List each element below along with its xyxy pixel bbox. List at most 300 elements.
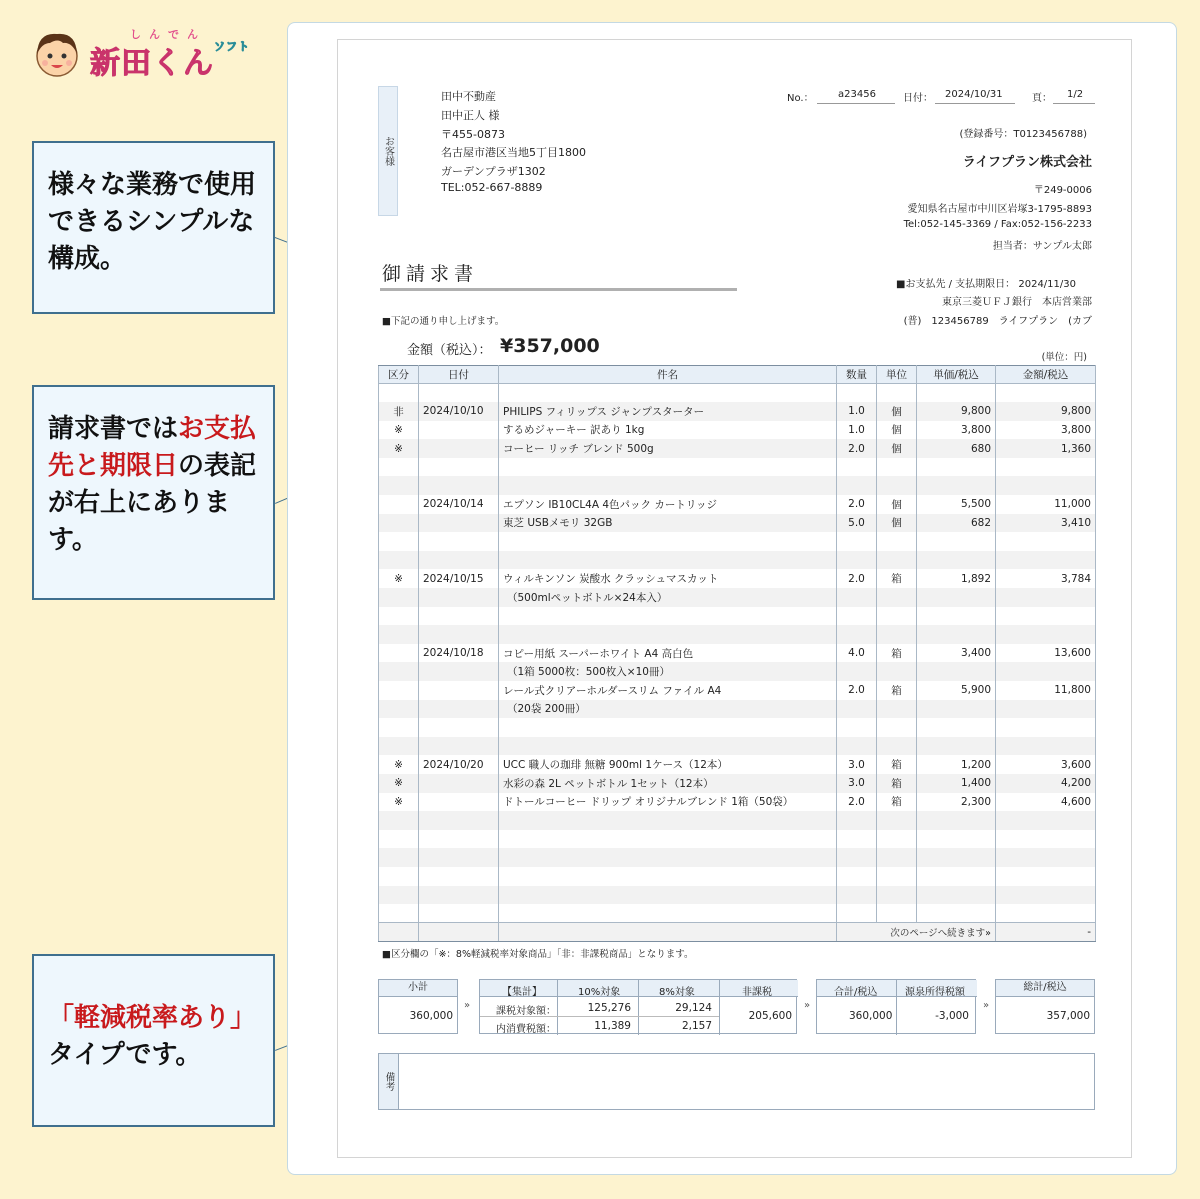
- table-cell: [917, 830, 996, 849]
- grand-total-value: 357,000: [1046, 1010, 1090, 1022]
- table-cell: （1箱 5000枚：500枚入×10冊）: [499, 662, 837, 681]
- table-cell: するめジャーキー 訳あり 1kg: [499, 421, 837, 440]
- table-cell: [419, 904, 499, 923]
- table-cell: 2.0: [837, 793, 877, 812]
- table-cell: [499, 886, 837, 905]
- arrow-2: »: [804, 1000, 811, 1011]
- table-cell: 682: [917, 514, 996, 533]
- table-row: [379, 681, 1096, 700]
- table-cell: [379, 588, 419, 607]
- table-cell: [837, 811, 877, 830]
- table-cell: [379, 495, 419, 514]
- table-cell: 3,600: [996, 755, 1096, 774]
- boy-face-icon: [30, 26, 84, 80]
- table-cell: 3,800: [917, 421, 996, 440]
- column-header: 金額/税込: [996, 366, 1096, 384]
- customer-zip: 〒455-0873: [441, 128, 505, 141]
- table-cell: [917, 625, 996, 644]
- table-cell: [917, 811, 996, 830]
- amount-value: ¥357,000: [500, 335, 600, 357]
- table-cell: [419, 458, 499, 477]
- table-row: [379, 402, 1096, 421]
- callout-text: 様々な業務で使用できるシンプルな構成。: [48, 170, 257, 274]
- table-cell: [419, 848, 499, 867]
- table-cell: 1.0: [837, 402, 877, 421]
- inner-tax-10: 11,389: [594, 1020, 631, 1032]
- col-10-label: 10%対象: [578, 987, 621, 998]
- table-cell: 2024/10/18: [419, 644, 499, 663]
- table-cell: 4.0: [837, 644, 877, 663]
- table-row: [379, 476, 1096, 495]
- callout-text: 請求書では: [48, 414, 179, 444]
- table-cell: [379, 662, 419, 681]
- column-header: 単価/税込: [917, 366, 996, 384]
- customer-address: 名古屋市港区当地5丁目1800: [441, 146, 586, 159]
- continue-value: -: [996, 923, 1096, 942]
- table-cell: [877, 662, 917, 681]
- table-cell: [996, 662, 1096, 681]
- items-table: [378, 365, 1096, 942]
- table-cell: 2.0: [837, 569, 877, 588]
- table-cell: [917, 718, 996, 737]
- table-cell: [837, 607, 877, 626]
- table-cell: [499, 811, 837, 830]
- invoice-page-underline: [1053, 103, 1095, 104]
- table-cell: 2.0: [837, 439, 877, 458]
- table-cell: [419, 588, 499, 607]
- invoice-date-label: 日付：: [903, 93, 933, 104]
- callout-simple-layout: [32, 141, 275, 314]
- table-cell: [379, 551, 419, 570]
- calc-label: 【集計】: [502, 987, 542, 998]
- table-row: [379, 811, 1096, 830]
- table-cell: [996, 588, 1096, 607]
- table-cell: [917, 458, 996, 477]
- table-cell: [379, 532, 419, 551]
- issuer-tel-fax: Tel:052-145-3369 / Fax:052-156-2233: [903, 219, 1092, 230]
- callout-text: 「軽減税率あり」: [48, 1003, 257, 1033]
- table-cell: [877, 867, 917, 886]
- arrow-1: »: [464, 1000, 471, 1011]
- table-cell: ※: [379, 569, 419, 588]
- table-cell: [379, 867, 419, 886]
- table-cell: [379, 848, 419, 867]
- table-cell: [499, 867, 837, 886]
- table-cell: 箱: [877, 644, 917, 663]
- table-cell: [917, 384, 996, 403]
- table-cell: [379, 514, 419, 533]
- table-cell: [996, 476, 1096, 495]
- table-cell: [837, 886, 877, 905]
- table-cell: [877, 607, 917, 626]
- inner-tax-label: 内消費税額：: [496, 1024, 556, 1035]
- table-cell: ドトールコーヒー ドリップ オリジナルブレンド 1箱（50袋）: [499, 793, 837, 812]
- table-cell: [996, 700, 1096, 719]
- table-cell: [877, 551, 917, 570]
- logo-kana: しんでん: [130, 28, 206, 41]
- table-cell: （500mlペットボトル×24本入）: [499, 588, 837, 607]
- table-cell: [499, 384, 837, 403]
- table-cell: 9,800: [996, 402, 1096, 421]
- table-cell: [996, 625, 1096, 644]
- table-cell: [996, 607, 1096, 626]
- table-cell: ※: [379, 774, 419, 793]
- table-cell: 5.0: [837, 514, 877, 533]
- table-cell: [419, 867, 499, 886]
- table-cell: 1,400: [917, 774, 996, 793]
- subtotal-box: [378, 979, 458, 1034]
- table-cell: 水彩の森 2L ペットボトル 1セット（12本）: [499, 774, 837, 793]
- table-cell: [996, 551, 1096, 570]
- column-header: 数量: [837, 366, 877, 384]
- table-cell: [379, 384, 419, 403]
- table-row: [379, 495, 1096, 514]
- table-row: [379, 662, 1096, 681]
- nontax-label: 非課税: [742, 987, 772, 998]
- invoice-date-underline: [935, 103, 1015, 104]
- table-cell: [837, 718, 877, 737]
- withhold-value: -3,000: [935, 1010, 969, 1022]
- table-row: [379, 718, 1096, 737]
- table-cell: [379, 625, 419, 644]
- table-cell: [419, 774, 499, 793]
- table-cell: [917, 737, 996, 756]
- table-cell: 3,400: [917, 644, 996, 663]
- table-cell: （20袋 200冊）: [499, 700, 837, 719]
- table-cell: [877, 458, 917, 477]
- table-row: [379, 737, 1096, 756]
- table-cell: [837, 848, 877, 867]
- table-cell: 2024/10/20: [419, 755, 499, 774]
- table-cell: 個: [877, 514, 917, 533]
- table-cell: [837, 737, 877, 756]
- table-cell: [499, 551, 837, 570]
- table-cell: [419, 476, 499, 495]
- table-cell: [379, 830, 419, 849]
- table-cell: [917, 904, 996, 923]
- table-cell: 1,892: [917, 569, 996, 588]
- table-row: [379, 755, 1096, 774]
- table-cell: コピー用紙 スーパーホワイト A4 高白色: [499, 644, 837, 663]
- table-cell: 13,600: [996, 644, 1096, 663]
- table-cell: [877, 625, 917, 644]
- table-cell: 3,784: [996, 569, 1096, 588]
- table-row: [379, 569, 1096, 588]
- table-cell: [499, 476, 837, 495]
- table-cell: [996, 458, 1096, 477]
- invoice-date: 2024/10/31: [945, 89, 1003, 100]
- table-row: [379, 886, 1096, 905]
- column-header: 件名: [499, 366, 837, 384]
- table-cell: [499, 625, 837, 644]
- table-cell: レール式クリアーホルダースリム ファイル A4: [499, 681, 837, 700]
- table-cell: [917, 700, 996, 719]
- issuer-address: 愛知県名古屋市中川区岩塚3-1795-8893: [907, 204, 1092, 215]
- table-cell: [419, 662, 499, 681]
- table-cell: 2024/10/15: [419, 569, 499, 588]
- table-cell: 3,800: [996, 421, 1096, 440]
- table-cell: 2,300: [917, 793, 996, 812]
- table-row: [379, 644, 1096, 663]
- column-header: 区分: [379, 366, 419, 384]
- invoice-no: a23456: [838, 89, 876, 100]
- table-cell: [379, 737, 419, 756]
- table-cell: [419, 532, 499, 551]
- title-underline: [380, 288, 737, 291]
- issuer-company: ライフプラン株式会社: [962, 155, 1092, 170]
- table-row: [379, 384, 1096, 403]
- table-row: [379, 793, 1096, 812]
- continue-text: 次のページへ続きます»: [837, 923, 996, 942]
- table-cell: [917, 867, 996, 886]
- table-cell: 1.0: [837, 421, 877, 440]
- table-cell: 箱: [877, 569, 917, 588]
- customer-building: ガーデンプラザ1302: [441, 165, 546, 178]
- table-row: [379, 848, 1096, 867]
- nontax-value: 205,600: [748, 1010, 792, 1022]
- table-row: [379, 700, 1096, 719]
- table-footer: [379, 923, 1096, 942]
- table-cell: [419, 607, 499, 626]
- col-8-label: 8%対象: [659, 987, 695, 998]
- table-cell: [877, 830, 917, 849]
- withhold-label: 源泉所得税額: [905, 987, 965, 998]
- table-cell: 4,200: [996, 774, 1096, 793]
- table-cell: [419, 421, 499, 440]
- table-cell: [419, 700, 499, 719]
- table-cell: [996, 830, 1096, 849]
- table-cell: 5,900: [917, 681, 996, 700]
- table-row: [379, 439, 1096, 458]
- table-cell: [419, 439, 499, 458]
- table-cell: [419, 681, 499, 700]
- table-cell: [877, 476, 917, 495]
- table-cell: [837, 700, 877, 719]
- table-cell: ※: [379, 793, 419, 812]
- table-cell: コーヒー リッチ ブレンド 500g: [499, 439, 837, 458]
- table-cell: [837, 830, 877, 849]
- table-cell: 箱: [877, 755, 917, 774]
- grand-total-label: 総計/税込: [996, 980, 1094, 997]
- table-cell: [917, 607, 996, 626]
- callout-payment-info: [32, 385, 275, 600]
- table-cell: [996, 718, 1096, 737]
- table-cell: [877, 384, 917, 403]
- callout-text: タイプです。: [48, 1039, 202, 1070]
- table-cell: [379, 476, 419, 495]
- invoice-no-label: No.：: [787, 93, 814, 104]
- customer-tel: TEL:052-667-8889: [441, 181, 543, 194]
- table-cell: [419, 718, 499, 737]
- table-cell: [917, 551, 996, 570]
- table-row: [379, 867, 1096, 886]
- table-row: [379, 588, 1096, 607]
- table-cell: [837, 476, 877, 495]
- table-cell: 680: [917, 439, 996, 458]
- table-cell: 1,360: [996, 439, 1096, 458]
- table-cell: [837, 458, 877, 477]
- table-cell: [877, 848, 917, 867]
- table-cell: [379, 644, 419, 663]
- subtotal-label: 小計: [379, 980, 457, 997]
- table-cell: [379, 607, 419, 626]
- customer-tab: お客様: [378, 86, 398, 216]
- brand-logo: [30, 24, 290, 84]
- table-cell: 箱: [877, 793, 917, 812]
- lead-text: ■下記の通り申し上げます。: [382, 316, 505, 327]
- remarks-label: 備考: [379, 1054, 399, 1109]
- table-row: [379, 607, 1096, 626]
- table-cell: [837, 532, 877, 551]
- payment-account: (普) 123456789 ライフプラン (カブ: [903, 316, 1092, 327]
- table-cell: 非: [379, 402, 419, 421]
- logo-name: 新田くん ソフト: [90, 40, 250, 81]
- callout-text: お支払先と期限日: [48, 414, 257, 481]
- table-cell: [996, 867, 1096, 886]
- category-note: ■区分欄の「※：8%軽減税率対象商品」「非：非課税商品」となります。: [382, 949, 694, 960]
- payment-due: ■お支払先 / 支払期限日： 2024/11/30: [896, 279, 1076, 290]
- table-cell: [877, 737, 917, 756]
- column-header: 単位: [877, 366, 917, 384]
- table-cell: [877, 700, 917, 719]
- taxable-10: 125,276: [587, 1002, 631, 1014]
- table-cell: [837, 625, 877, 644]
- table-row: [379, 514, 1096, 533]
- table-cell: [917, 588, 996, 607]
- table-cell: ※: [379, 421, 419, 440]
- table-cell: 個: [877, 495, 917, 514]
- table-cell: [837, 662, 877, 681]
- unit-label: (単位：円): [1041, 352, 1087, 363]
- table-cell: 個: [877, 421, 917, 440]
- table-cell: [379, 811, 419, 830]
- table-cell: [996, 532, 1096, 551]
- table-cell: [499, 607, 837, 626]
- table-cell: [837, 384, 877, 403]
- issuer-registration: (登録番号：T0123456788): [959, 129, 1087, 140]
- table-cell: 2.0: [837, 681, 877, 700]
- invoice-page-label: 頁：: [1032, 93, 1052, 104]
- table-cell: 2024/10/10: [419, 402, 499, 421]
- table-cell: エプソン IB10CL4A 4色パック カートリッジ: [499, 495, 837, 514]
- table-cell: 2024/10/14: [419, 495, 499, 514]
- customer-company: 田中不動産: [441, 90, 496, 103]
- table-cell: [877, 718, 917, 737]
- table-cell: [996, 737, 1096, 756]
- subtotal-value: 360,000: [409, 1010, 453, 1022]
- table-cell: [996, 848, 1096, 867]
- table-cell: 1,200: [917, 755, 996, 774]
- amount-label: 金額（税込）：: [407, 343, 492, 358]
- table-cell: PHILIPS フィリップス ジャンプスターター: [499, 402, 837, 421]
- table-row: [379, 830, 1096, 849]
- table-cell: 3.0: [837, 774, 877, 793]
- table-cell: [917, 848, 996, 867]
- table-cell: [996, 811, 1096, 830]
- table-cell: [419, 886, 499, 905]
- table-row: [379, 551, 1096, 570]
- table-cell: [877, 532, 917, 551]
- table-cell: [379, 458, 419, 477]
- table-cell: [379, 886, 419, 905]
- table-cell: [917, 476, 996, 495]
- table-cell: [419, 793, 499, 812]
- table-cell: 箱: [877, 774, 917, 793]
- table-row: [379, 774, 1096, 793]
- table-cell: [499, 458, 837, 477]
- table-cell: 11,000: [996, 495, 1096, 514]
- table-cell: [499, 718, 837, 737]
- table-cell: [499, 830, 837, 849]
- table-cell: [877, 886, 917, 905]
- tax-breakdown-box: [479, 979, 797, 1034]
- table-cell: 東芝 USBメモリ 32GB: [499, 514, 837, 533]
- table-cell: [996, 904, 1096, 923]
- table-row: [379, 458, 1096, 477]
- table-cell: 個: [877, 439, 917, 458]
- total-value: 360,000: [849, 1010, 893, 1022]
- table-cell: [996, 886, 1096, 905]
- table-cell: [877, 904, 917, 923]
- table-cell: 11,800: [996, 681, 1096, 700]
- table-cell: [419, 811, 499, 830]
- table-cell: [419, 384, 499, 403]
- table-cell: [917, 532, 996, 551]
- invoice-title: 御請求書: [382, 263, 479, 285]
- inner-tax-8: 2,157: [681, 1020, 712, 1032]
- arrow-3: »: [983, 1000, 990, 1011]
- table-cell: [499, 532, 837, 551]
- table-cell: ※: [379, 439, 419, 458]
- payment-bank: 東京三菱ＵＦＪ銀行 本店営業部: [942, 297, 1092, 308]
- table-cell: [837, 588, 877, 607]
- table-row: [379, 904, 1096, 923]
- table-cell: 9,800: [917, 402, 996, 421]
- table-cell: [419, 830, 499, 849]
- table-cell: 5,500: [917, 495, 996, 514]
- table-cell: ウィルキンソン 炭酸水 クラッシュマスカット: [499, 569, 837, 588]
- table-cell: [499, 737, 837, 756]
- table-row: [379, 625, 1096, 644]
- table-cell: [917, 662, 996, 681]
- customer-person: 田中正人 様: [441, 109, 500, 122]
- table-cell: 3,410: [996, 514, 1096, 533]
- invoice-page-number: 1/2: [1067, 89, 1084, 100]
- table-cell: [877, 811, 917, 830]
- table-cell: [419, 514, 499, 533]
- table-cell: [419, 551, 499, 570]
- table-cell: [837, 904, 877, 923]
- table-cell: [996, 384, 1096, 403]
- table-cell: [877, 588, 917, 607]
- table-cell: [379, 904, 419, 923]
- table-row: [379, 421, 1096, 440]
- table-cell: [837, 867, 877, 886]
- taxable-label: 課税対象額：: [496, 1006, 556, 1017]
- table-cell: [419, 737, 499, 756]
- issuer-staff: 担当者：サンプル太郎: [992, 241, 1092, 252]
- taxable-8: 29,124: [675, 1002, 712, 1014]
- table-row: [379, 532, 1096, 551]
- table-cell: [837, 551, 877, 570]
- table-cell: [379, 718, 419, 737]
- issuer-zip: 〒249-0006: [1033, 185, 1092, 196]
- total-box: [816, 979, 976, 1034]
- table-cell: [499, 848, 837, 867]
- remarks-box: [378, 1053, 1095, 1110]
- table-cell: UCC 職人の珈琲 無糖 900ml 1ケース（12本）: [499, 755, 837, 774]
- table-cell: [499, 904, 837, 923]
